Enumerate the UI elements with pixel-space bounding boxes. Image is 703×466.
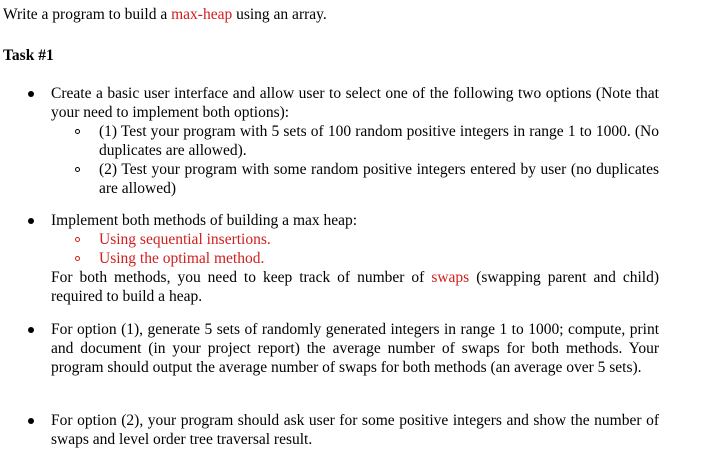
intro-text-before: Write a program to build a (3, 6, 172, 23)
sub-item-text: Using the optimal method. (99, 250, 265, 267)
bullet-option-2-details (51, 411, 659, 449)
sub-item-sequential-insertions (51, 230, 659, 249)
bullet-option-1-details (51, 320, 659, 377)
bullet-dot-icon (28, 218, 34, 224)
task-title: Task #1 (3, 47, 54, 64)
bullet-dot-icon (28, 418, 34, 424)
sub-bullet-circle-icon (75, 237, 80, 242)
swaps-note (51, 268, 659, 306)
sub-item-text: (2) Test your program with some random positive integers entered by user (no duplicates are allowed) (99, 161, 659, 197)
intro-highlight-max-heap: max-heap (171, 6, 233, 23)
sub-item-optimal-method (51, 249, 659, 268)
sub-bullet-circle-icon (75, 167, 80, 172)
bullet-dot-icon (28, 91, 34, 97)
bullet-dot-icon (28, 327, 34, 333)
swaps-note-after: (swapping parent and child) required to build a heap. (51, 269, 659, 305)
intro-text-after: using an array. (232, 6, 327, 23)
sub-bullet-circle-icon (75, 256, 80, 261)
sub-item-option-2 (51, 160, 659, 198)
bullet-text: For option (1), generate 5 sets of randomly generated integers in range 1 to 1000; compute, print and document (in your project report) the average number of swaps for both methods. Your program should output the average number of swaps for both methods (an average over 5 sets). (51, 321, 659, 376)
bullet-text: Implement both methods of building a max heap: (51, 212, 358, 229)
swaps-note-before: For both methods, you need to keep track of number of (51, 269, 432, 286)
swaps-highlight: swaps (431, 269, 470, 286)
intro-sentence (3, 6, 327, 24)
sub-item-text: (1) Test your program with 5 sets of 100 random positive integers in range 1 to 1000. (No duplicates are allowed). (99, 123, 659, 159)
sub-item-text: Using sequential insertions. (99, 231, 271, 248)
bullet-text: Create a basic user interface and allow user to select one of the following two options (Note that your need to implement both options): (51, 85, 659, 121)
bullet-text: For option (2), your program should ask user for some positive integers and show the number of swaps and level order tree traversal result. (51, 412, 659, 448)
sub-item-option-1 (51, 122, 659, 160)
sub-bullet-circle-icon (75, 129, 80, 134)
bullet-user-interface (51, 84, 659, 198)
bullet-build-methods (51, 211, 659, 306)
